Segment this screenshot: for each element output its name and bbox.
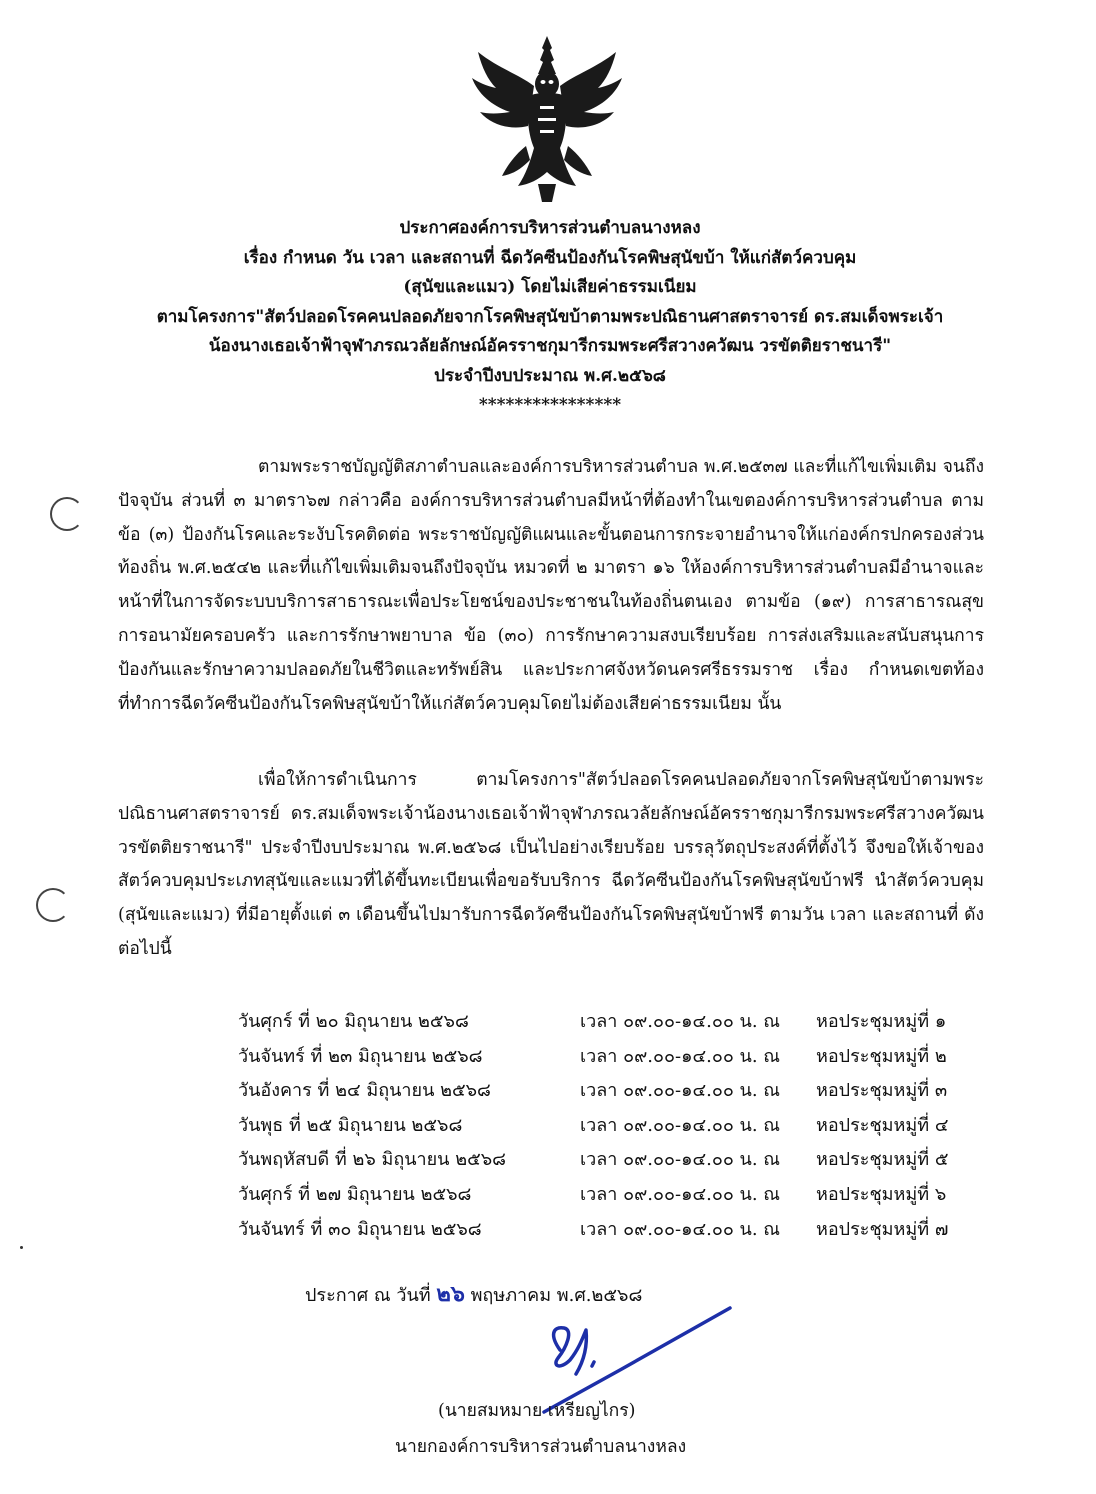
schedule-time: เวลา ๐๙.๐๐-๑๔.๐๐ น. ณ bbox=[580, 1183, 780, 1205]
schedule-row bbox=[238, 1005, 998, 1040]
schedule-time: เวลา ๐๙.๐๐-๑๔.๐๐ น. ณ bbox=[580, 1045, 780, 1067]
schedule-date: วันพุธ ที่ ๒๕ มิถุนายน ๒๕๖๘ bbox=[238, 1114, 463, 1136]
paragraph-purpose bbox=[118, 764, 984, 967]
schedule-time: เวลา ๐๙.๐๐-๑๔.๐๐ น. ณ bbox=[580, 1114, 780, 1136]
schedule-place: หอประชุมหมู่ที่ ๖ bbox=[816, 1183, 947, 1205]
schedule-place: หอประชุมหมู่ที่ ๗ bbox=[816, 1218, 949, 1240]
schedule-list bbox=[238, 1005, 998, 1247]
schedule-time: เวลา ๐๙.๐๐-๑๔.๐๐ น. ณ bbox=[580, 1011, 780, 1032]
garuda-emblem-icon bbox=[468, 34, 626, 204]
schedule-place: หอประชุมหมู่ที่ ๓ bbox=[816, 1080, 948, 1102]
paragraph-purpose-text: เพื่อให้การดำเนินการ ตามโครงการ"สัตว์ปลอดโรคคนปลอดภัยจากโรคพิษสุนัขบ้าตามพระปณิธานศาสตราจารย์ ดร.สมเด็จพระเจ้าน้องนางเธอเจ้าฟ้าจุฬาภรณวลัยลักษณ์อัครราชกุมารีกรมพระศรีสวางควัฒนวรขัตติยราชนารี" ประจำปีงบประมาณ พ.ศ.๒๕๖๘ เป็นไปอย่างเรียบร้อย บรรลุวัตถุประสงค์ที่ตั้งไว้ จึงขอให้เจ้าของสัตว์ควบคุมประเภทสุนัขและแมวที่ได้ขึ้นทะเบียนเพื่อขอรับบริการ ฉีดวัคซีนป้องกันโรคพิษสุนัขบ้าฟรี นำสัตว์ควบคุม (สุนัขและแมว) ที่มีอายุตั้งแต่ ๓ เดือนขึ้นไปมารับการฉีดวัคซีนป้องกันโรคพิษสุนัขบ้าฟรี ตามวัน เวลา และสถานที่ ดังต่อไปนี้ bbox=[118, 770, 984, 959]
signer-name: (นายสมหมาย เหรียญไกร) bbox=[438, 1401, 636, 1421]
header-separator: **************** bbox=[478, 395, 622, 415]
schedule-date: วันจันทร์ ที่ ๓๐ มิถุนายน ๒๕๖๘ bbox=[238, 1218, 482, 1240]
paragraph-legal-basis bbox=[118, 451, 984, 721]
schedule-place: หอประชุมหมู่ที่ ๑ bbox=[816, 1011, 947, 1032]
scan-speck bbox=[20, 1246, 23, 1249]
schedule-place: หอประชุมหมู่ที่ ๒ bbox=[816, 1045, 947, 1067]
schedule-time: เวลา ๐๙.๐๐-๑๔.๐๐ น. ณ bbox=[580, 1218, 780, 1240]
announcement-day-handwritten: ๒๖ bbox=[436, 1281, 465, 1307]
schedule-time: เวลา ๐๙.๐๐-๑๔.๐๐ น. ณ bbox=[580, 1080, 780, 1102]
paragraph-legal-basis-text: ตามพระราชบัญญัติสภาตำบลและองค์การบริหารส่วนตำบล พ.ศ.๒๕๓๗ และที่แก้ไขเพิ่มเติม จนถึงปัจจุบัน ส่วนที่ ๓ มาตรา๖๗ กล่าวคือ องค์การบริหารส่วนตำบลมีหน้าที่ต้องทำในเขตองค์การบริหารส่วนตำบล ตามข้อ (๓) ป้องกันโรคและระงับโรคติดต่อ พระราชบัญญัติแผนและขั้นตอนการกระจายอำนาจให้แก่องค์กรปกครองส่วนท้องถิ่น พ.ศ.๒๕๔๒ และที่แก้ไขเพิ่มเติมจนถึงปัจจุบัน หมวดที่ ๒ มาตรา ๑๖ ให้องค์การบริหารส่วนตำบลมีอำนาจและหน้าที่ในการจัดระบบบริการสาธารณะเพื่อประโยชน์ของประชาชนในท้องถิ่นตนเอง ตามข้อ (๑๙) การสาธารณสุข การอนามัยครอบครัว และการรักษาพยาบาล ข้อ (๓๐) การรักษาความสงบเรียบร้อย การส่งเสริมและสนับสนุนการป้องกันและรักษาความปลอดภัยในชีวิตและทรัพย์สิน และประกาศจังหวัดนครศรีธรรมราช เรื่อง กำหนดเขตท้องที่ทำการฉีดวัคซีนป้องกันโรคพิษสุนัขบ้าให้แก่สัตว์ควบคุมโดยไม่ต้องเสียค่าธรรมเนียม นั้น bbox=[118, 457, 984, 714]
document-header bbox=[100, 214, 1000, 421]
schedule-row bbox=[238, 1074, 998, 1109]
schedule-row bbox=[238, 1213, 998, 1248]
schedule-place: หอประชุมหมู่ที่ ๔ bbox=[816, 1114, 949, 1136]
header-organization: ประกาศองค์การบริหารส่วนตำบลนางหลง bbox=[399, 218, 701, 238]
schedule-row bbox=[238, 1143, 998, 1178]
schedule-date: วันพฤหัสบดี ที่ ๒๖ มิถุนายน ๒๕๖๘ bbox=[238, 1149, 507, 1171]
header-fiscal-year: ประจำปีงบประมาณ พ.ศ.๒๕๖๘ bbox=[434, 365, 666, 386]
punch-hole-mark bbox=[36, 888, 70, 922]
schedule-place: หอประชุมหมู่ที่ ๕ bbox=[816, 1149, 949, 1171]
punch-hole-mark bbox=[50, 497, 84, 531]
signer-title: นายกองค์การบริหารส่วนตำบลนางหลง bbox=[395, 1437, 687, 1457]
schedule-date: วันจันทร์ ที่ ๒๓ มิถุนายน ๒๕๖๘ bbox=[238, 1045, 483, 1067]
header-project: ตามโครงการ"สัตว์ปลอดโรคคนปลอดภัยจากโรคพิษสุนัขบ้าตามพระปณิธานศาสตราจารย์ ดร.สมเด็จพระเจ้า bbox=[156, 306, 944, 327]
schedule-row bbox=[238, 1040, 998, 1075]
schedule-date: วันศุกร์ ที่ ๒๗ มิถุนายน ๒๕๖๘ bbox=[238, 1183, 472, 1205]
schedule-row bbox=[238, 1178, 998, 1213]
header-project-cont: น้องนางเธอเจ้าฟ้าจุฬาภรณวลัยลักษณ์อัครราชกุมารีกรมพระศรีสวางควัฒน วรขัตติยราชนารี" bbox=[208, 336, 892, 356]
schedule-row bbox=[238, 1109, 998, 1144]
header-subject: เรื่อง กำหนด วัน เวลา และสถานที่ ฉีดวัคซีนป้องกันโรคพิษสุนัขบ้า ให้แก่สัตว์ควบคุม bbox=[243, 247, 857, 268]
announcement-prefix: ประกาศ ณ วันที่ bbox=[305, 1285, 431, 1306]
schedule-date: วันอังคาร ที่ ๒๔ มิถุนายน ๒๕๖๘ bbox=[238, 1080, 491, 1102]
header-subject-cont: (สุนัขและแมว) โดยไม่เสียค่าธรรมเนียม bbox=[403, 277, 697, 297]
schedule-date: วันศุกร์ ที่ ๒๐ มิถุนายน ๒๕๖๘ bbox=[238, 1011, 469, 1032]
schedule-time: เวลา ๐๙.๐๐-๑๔.๐๐ น. ณ bbox=[580, 1149, 780, 1171]
announcement-month-year: พฤษภาคม พ.ศ.๒๕๖๘ bbox=[470, 1285, 643, 1306]
